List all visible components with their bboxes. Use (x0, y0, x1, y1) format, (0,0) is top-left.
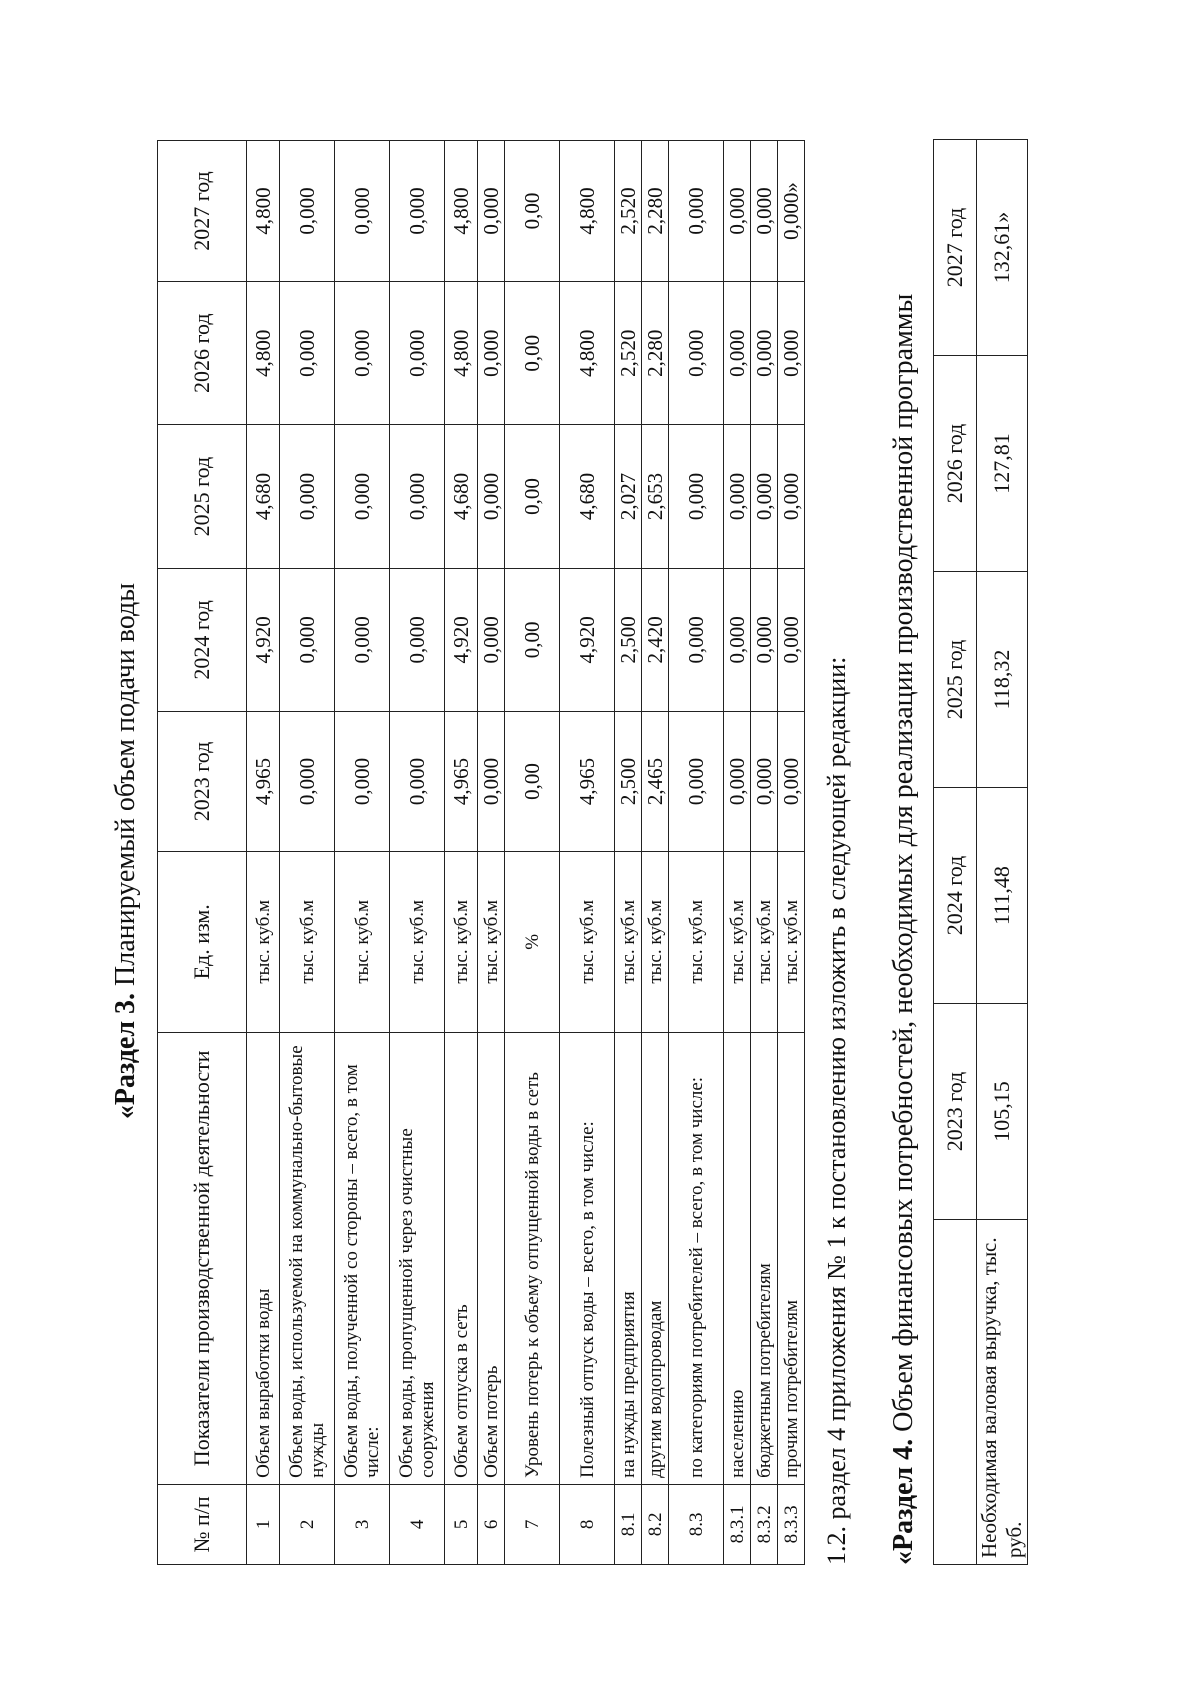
value-2027: 4,800 (445, 141, 478, 282)
value-2027: 0,000 (390, 141, 445, 282)
value-2025: 0,000 (478, 425, 505, 568)
value-2027: 4,800 (560, 141, 615, 282)
indicator-name: по категориям потребителей – всего, в том числе: (669, 1032, 724, 1484)
revenue-value: 118,32 (977, 572, 1028, 788)
row-number: 8.3.2 (751, 1484, 778, 1564)
table-row (560, 141, 615, 1565)
value-2027: 0,000 (669, 141, 724, 282)
value-2023: 0,000 (751, 712, 778, 852)
value-2024: 0,000 (335, 568, 390, 711)
value-2025: 2,027 (615, 425, 642, 568)
table3-header-cell: 2025 год (158, 425, 247, 568)
value-2026: 0,000 (724, 282, 751, 425)
revenue-value: 105,15 (977, 1004, 1028, 1220)
value-2023: 0,000 (335, 712, 390, 852)
value-2026: 4,800 (560, 282, 615, 425)
section4-title-bold: «Раздел 4. (888, 1438, 919, 1565)
unit: тыс. куб.м (247, 851, 280, 1032)
row-number: 3 (335, 1484, 390, 1564)
value-2026: 4,800 (247, 282, 280, 425)
value-2027: 0,000 (478, 141, 505, 282)
table4-data-row (977, 140, 1028, 1565)
table3-header-cell: № п/п (158, 1484, 247, 1564)
value-2024: 0,000 (778, 568, 805, 711)
value-2024: 4,920 (445, 568, 478, 711)
indicator-name: Полезный отпуск воды – всего, в том числе: (560, 1032, 615, 1484)
table4-header-cell: 2023 год (934, 1004, 977, 1220)
value-2027: 2,280 (642, 141, 669, 282)
unit: тыс. куб.м (669, 851, 724, 1032)
table4-header-cell: 2027 год (934, 140, 977, 356)
value-2023: 4,965 (445, 712, 478, 852)
section4-title (888, 294, 920, 1565)
row-number: 2 (280, 1484, 335, 1564)
table-row (615, 141, 642, 1565)
unit: тыс. куб.м (615, 851, 642, 1032)
value-2025: 0,000 (280, 425, 335, 568)
value-2023: 2,465 (642, 712, 669, 852)
value-2024: 0,000 (669, 568, 724, 711)
unit: % (505, 851, 560, 1032)
value-2025: 4,680 (445, 425, 478, 568)
value-2024: 4,920 (247, 568, 280, 711)
indicator-name: Объем выработки воды (247, 1032, 280, 1484)
value-2023: 4,965 (560, 712, 615, 852)
unit: тыс. куб.м (751, 851, 778, 1032)
table4-header-row (934, 140, 977, 1565)
value-2023: 0,000 (478, 712, 505, 852)
unit: тыс. куб.м (445, 851, 478, 1032)
table-row (445, 141, 478, 1565)
table-row (778, 141, 805, 1565)
table-row (247, 141, 280, 1565)
unit: тыс. куб.м (724, 851, 751, 1032)
table-row (390, 141, 445, 1565)
value-2027: 0,000 (280, 141, 335, 282)
table-row (478, 141, 505, 1565)
table4-header-cell: 2025 год (934, 572, 977, 788)
unit: тыс. куб.м (335, 851, 390, 1032)
value-2025: 4,680 (560, 425, 615, 568)
value-2023: 0,000 (724, 712, 751, 852)
value-2023: 2,500 (615, 712, 642, 852)
unit: тыс. куб.м (280, 851, 335, 1032)
value-2025: 0,000 (778, 425, 805, 568)
indicator-name: на нужды предприятия (615, 1032, 642, 1484)
value-2025: 2,653 (642, 425, 669, 568)
unit: тыс. куб.м (478, 851, 505, 1032)
table3-header-cell: 2026 год (158, 282, 247, 425)
table3-header-cell: Показатели производственной деятельности (158, 1032, 247, 1484)
indicator-name: Уровень потерь к объему отпущенной воды в сеть (505, 1032, 560, 1484)
unit: тыс. куб.м (642, 851, 669, 1032)
section3-title-bold: «Раздел 3. (110, 992, 141, 1120)
indicator-name: Объем воды, полученной со стороны – всего, в том числе: (335, 1032, 390, 1484)
value-2024: 0,000 (280, 568, 335, 711)
value-2023: 0,000 (778, 712, 805, 852)
value-2027: 0,00 (505, 141, 560, 282)
indicator-name: Объем воды, используемой на коммунально-бытовые нужды (280, 1032, 335, 1484)
table3-header-cell: 2024 год (158, 568, 247, 711)
value-2026: 2,280 (642, 282, 669, 425)
value-2025: 0,00 (505, 425, 560, 568)
value-2026: 0,000 (669, 282, 724, 425)
value-2027: 0,000» (778, 141, 805, 282)
indicator-name: другим водопроводам (642, 1032, 669, 1484)
value-2026: 0,000 (751, 282, 778, 425)
value-2024: 2,500 (615, 568, 642, 711)
indicator-name: бюджетным потребителям (751, 1032, 778, 1484)
table-row (280, 141, 335, 1565)
table4-header-cell: 2024 год (934, 788, 977, 1004)
value-2025: 0,000 (751, 425, 778, 568)
value-2023: 4,965 (247, 712, 280, 852)
indicator-name: Объем отпуска в сеть (445, 1032, 478, 1484)
revenue-value: 111,48 (977, 788, 1028, 1004)
row-number: 8.3.1 (724, 1484, 751, 1564)
section3-title (110, 0, 142, 1702)
amendment-paragraph: 1.2. раздел 4 приложения № 1 к постановлению изложить в следующей редакции: (822, 656, 851, 1565)
value-2023: 0,000 (390, 712, 445, 852)
row-number: 4 (390, 1484, 445, 1564)
revenue-label: Необходимая валовая выручка, тыс. руб. (977, 1220, 1028, 1565)
section3-title-text: Планируемый объем подачи воды (110, 582, 141, 993)
value-2026: 0,000 (335, 282, 390, 425)
value-2025: 0,000 (390, 425, 445, 568)
value-2026: 4,800 (445, 282, 478, 425)
section4-title-text: Объем финансовых потребностей, необходимых для реализации производственной программы (888, 293, 919, 1439)
value-2026: 2,520 (615, 282, 642, 425)
value-2025: 4,680 (247, 425, 280, 568)
row-number: 5 (445, 1484, 478, 1564)
value-2023: 0,00 (505, 712, 560, 852)
value-2027: 0,000 (335, 141, 390, 282)
value-2023: 0,000 (280, 712, 335, 852)
table4-header-cell (934, 1220, 977, 1565)
indicator-name: Объем потерь (478, 1032, 505, 1484)
value-2026: 0,000 (280, 282, 335, 425)
table-row (724, 141, 751, 1565)
value-2024: 0,000 (751, 568, 778, 711)
value-2027: 0,000 (751, 141, 778, 282)
indicator-name: Объем воды, пропущенной через очистные сооружения (390, 1032, 445, 1484)
value-2024: 0,00 (505, 568, 560, 711)
unit: тыс. куб.м (560, 851, 615, 1032)
value-2025: 0,000 (335, 425, 390, 568)
value-2026: 0,000 (390, 282, 445, 425)
table-row (751, 141, 778, 1565)
value-2027: 4,800 (247, 141, 280, 282)
financial-needs-table (933, 139, 1028, 1565)
water-volume-table (157, 140, 805, 1565)
table3-header-cell: 2023 год (158, 712, 247, 852)
table-row (669, 141, 724, 1565)
table4-header-cell: 2026 год (934, 356, 977, 572)
value-2023: 0,000 (669, 712, 724, 852)
row-number: 8.3.3 (778, 1484, 805, 1564)
table3-header-cell: 2027 год (158, 141, 247, 282)
value-2027: 2,520 (615, 141, 642, 282)
value-2027: 0,000 (724, 141, 751, 282)
value-2024: 0,000 (390, 568, 445, 711)
value-2024: 0,000 (478, 568, 505, 711)
value-2026: 0,000 (778, 282, 805, 425)
table3-header-cell: Ед. изм. (158, 851, 247, 1032)
row-number: 8 (560, 1484, 615, 1564)
table-row (505, 141, 560, 1565)
table3-header-row (158, 141, 247, 1565)
revenue-value: 127,81 (977, 356, 1028, 572)
table-row (642, 141, 669, 1565)
row-number: 1 (247, 1484, 280, 1564)
value-2024: 0,000 (724, 568, 751, 711)
unit: тыс. куб.м (390, 851, 445, 1032)
value-2024: 2,420 (642, 568, 669, 711)
table-row (335, 141, 390, 1565)
indicator-name: прочим потребителям (778, 1032, 805, 1484)
row-number: 8.2 (642, 1484, 669, 1564)
revenue-value: 132,61» (977, 140, 1028, 356)
value-2024: 4,920 (560, 568, 615, 711)
indicator-name: населению (724, 1032, 751, 1484)
value-2025: 0,000 (669, 425, 724, 568)
value-2026: 0,000 (478, 282, 505, 425)
row-number: 6 (478, 1484, 505, 1564)
row-number: 8.1 (615, 1484, 642, 1564)
unit: тыс. куб.м (778, 851, 805, 1032)
value-2025: 0,000 (724, 425, 751, 568)
row-number: 7 (505, 1484, 560, 1564)
row-number: 8.3 (669, 1484, 724, 1564)
value-2026: 0,00 (505, 282, 560, 425)
